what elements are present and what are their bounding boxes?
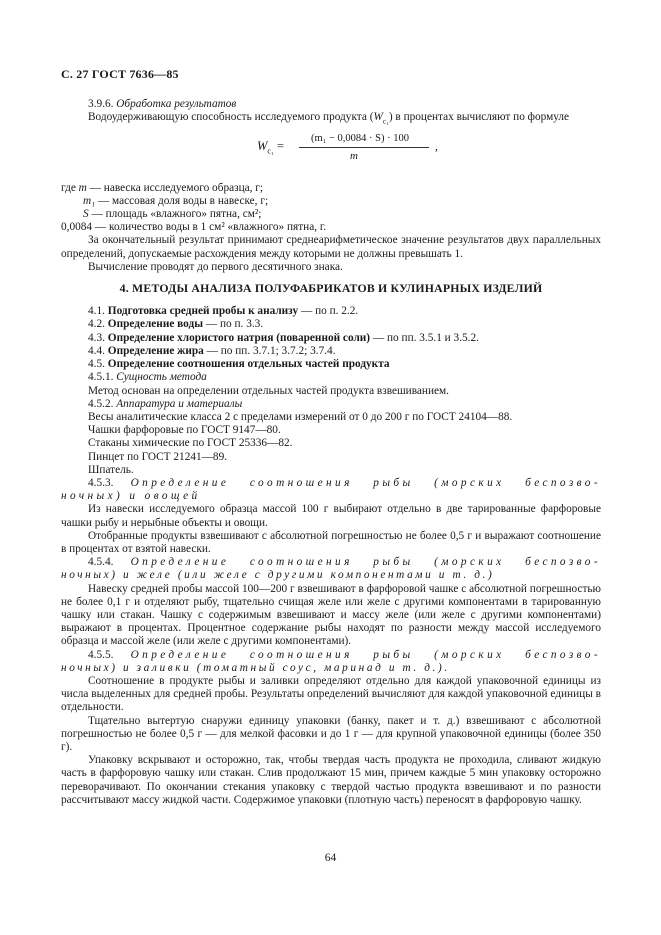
paragraph: Соотношение в продукте рыбы и заливки определяют отдельно для каждой упаковочной единицы из числа выделенных для средней пробы. Результаты определений вычисляют для каждой упаковочной единицы в отдельности. [61, 674, 601, 714]
definition-s: S — площадь «влажного» пятна, см²; [83, 208, 262, 221]
subsection-4-5-3-title: 4.5.3. Определение соотношения рыбы (морских беспозво- [88, 476, 601, 489]
subsection-number: 3.9.6. [88, 98, 114, 110]
page-header: С. 27 ГОСТ 7636—85 [61, 67, 179, 81]
page-number: 64 [324, 852, 337, 864]
paragraph: Отобранные продукты взвешивают с абсолютной погрешностью не более 0,5 г и выражают соотношение в процентах от взятой навески. [61, 529, 601, 555]
equipment-item: Весы аналитические класса 2 с пределами измерений от 0 до 200 г по ГОСТ 24104—88. [88, 410, 513, 423]
definition-m: где m — навеска исследуемого образца, г; [61, 181, 264, 194]
equipment-item: Пинцет по ГОСТ 21241—89. [88, 450, 228, 463]
page-content [61, 98, 601, 807]
formula-intro: Водоудерживающую способность исследуемого продукта $(W_{c_1})$ в процентах вычисляют по формуле [88, 111, 570, 126]
paragraph: Упаковку вскрывают и осторожно, так, чтобы твердая часть продукта не проходила, сливают жидкую часть в фарфоровую чашку или стакан. Слив продолжают 15 мин, причем каждые 5 мин упаковку осторожно переворачивают. По окончании стекания упаковку с твердой частью продукта взвешивают и по разности рассчитывают массу жидкой части. Содержимое упаковки (плотную часть) переносят в фарфоровую чашку. [61, 754, 601, 806]
section-4-title: 4. МЕТОДЫ АНАЛИЗА ПОЛУФАБРИКАТОВ И КУЛИНАРНЫХ ИЗДЕЛИЙ [119, 281, 543, 296]
equipment-item: Стаканы химические по ГОСТ 25336—82. [88, 437, 293, 450]
item-4-5: 4.5. Определение соотношения отдельных частей продукта [88, 358, 390, 371]
subsection-4-5-1: 4.5.1. Сущность метода [88, 371, 207, 384]
formula-comma: , [435, 138, 438, 153]
definition-constant: 0,0084 — количество воды в 1 см² «влажного» пятна, г. [61, 221, 327, 234]
method-essence-text: Метод основан на определении отдельных частей продукта взвешиванием. [88, 384, 450, 397]
subsection-4-5-2: 4.5.2. Аппаратура и материалы [88, 397, 243, 410]
equipment-item: Чашки фарфоровые по ГОСТ 9147—80. [88, 424, 281, 437]
paragraph: Из навески исследуемого образца массой 100 г выбирают отдельно в две тарированные фарфоровые чашки рыбу и нерыбные объекты и овощи. [61, 503, 601, 529]
item-4-2: 4.2. Определение воды — по п. 3.3. [88, 318, 264, 331]
item-4-4: 4.4. Определение жира — по пп. 3.7.1; 3.7.2; 3.7.4. [88, 344, 336, 357]
subsection-4-5-5-title: 4.5.5. Определение соотношения рыбы (морских беспозво- [88, 648, 601, 661]
final-result-paragraph: За окончательный результат принимают среднеарифметическое значение результатов двух параллельных определений, допускаемые расхождения между которыми не должны превышать 1. [61, 234, 601, 260]
formula-lhs: $W_{c_1}$ = [257, 138, 284, 156]
equipment-item: Шпатель. [88, 463, 134, 476]
water-retention-formula [61, 132, 601, 176]
subsection-title: Обработка результатов [116, 98, 237, 110]
item-4-1: 4.1. Подготовка средней пробы к анализу — по п. 2.2. [88, 305, 359, 318]
fraction-bar [299, 147, 429, 148]
subsection-3-9-6 [61, 98, 601, 111]
paragraph: Тщательно вытертую снаружи единицу упаковки (банку, пакет и т. д.) взвешивают с абсолютной погрешностью не более 0,5 г — для мелкой фасовки и до 1 г — для крупной упаковочной единицы (более 350 г). [61, 714, 601, 753]
subsection-4-5-4-title-cont: ночных) и желе (или желе с другими компонентами и т. д.) [61, 569, 495, 582]
subsection-4-5-4-title: 4.5.4. Определение соотношения рыбы (морских беспозво- [88, 556, 601, 569]
item-4-3: 4.3. Определение хлористого натрия (поваренной соли) — по пп. 3.5.1 и 3.5.2. [88, 331, 479, 344]
paragraph: Навеску средней пробы массой 100—200 г взвешивают в фарфоровой чашке с абсолютной погрешностью не более 0,1 г и отделяют рыбу, тщательно счищая желе или желе с другими компонентами в тарированную чашку или стакан. Чашку с содержимым взвешивают и массу желе (или желе с другими компонентами) выражают в процентах. Процентное содержание рыбы находят по разности между массой исследуемого образца и массой желе (или желе с другими компонентами). [61, 582, 601, 648]
subsection-4-5-5-title-cont: ночных) и заливки (томатный соус, маринад и т. д.). [61, 661, 450, 674]
formula-numerator: (m₁ − 0,0084 · S) · 100 [311, 132, 409, 144]
subsection-4-5-3-title-cont: ночных) и овощей [61, 490, 201, 503]
formula-definitions [61, 182, 601, 235]
formula-denominator: m [350, 149, 358, 162]
definition-m1: m₁ — массовая доля воды в навеске, г; [83, 194, 269, 207]
calculation-precision: Вычисление проводят до первого десятичного знака. [88, 260, 343, 273]
